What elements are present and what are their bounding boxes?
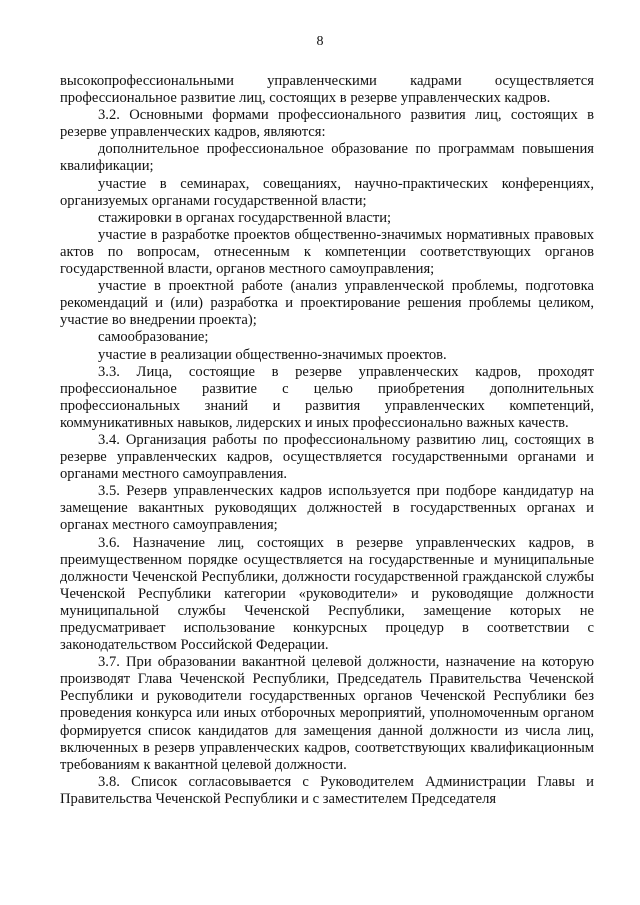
paragraph-3-5: 3.5. Резерв управленческих кадров используется при подборе кандидатур на замещение вакантных руководящих должностей в государственных органах и органах местного самоуправления; [60, 483, 594, 534]
paragraph-3-3: 3.3. Лица, состоящие в резерве управленческих кадров, проходят профессиональное развитие с целью приобретения дополнительных профессиональных знаний и развития управленческих компетенций, коммуникативных навыков, лидерских и иных профессионально важных качеств. [60, 363, 594, 431]
list-item-project-work: участие в проектной работе (анализ управленческой проблемы, подготовка рекомендаций и (или) разработка и проектирование решения проблемы целиком, участие во внедрении проекта); [60, 278, 594, 329]
paragraph-continuation: высокопрофессиональными управленческими кадрами осуществляется профессиональное развитие лиц, состоящих в резерве управленческих кадров. [60, 73, 594, 107]
paragraph-3-8: 3.8. Список согласовывается с Руководителем Администрации Главы и Правительства Чеченской Республики и с заместителем Председателя [60, 773, 594, 807]
list-item-drafting-acts: участие в разработке проектов общественно-значимых нормативных правовых актов по вопросам, отнесенным к компетенции соответствующих органов государственной власти, органов местного самоуправления; [60, 226, 594, 278]
page-number: 8 [316, 34, 324, 49]
list-item-internships: стажировки в органах государственной власти; [98, 209, 392, 226]
paragraph-3-2: 3.2. Основными формами профессионального развития лиц, состоящих в резерве управленческих кадров, являются: [60, 107, 594, 141]
list-item-public-projects: участие в реализации общественно-значимых проектов. [98, 346, 447, 363]
list-item-additional-education: дополнительное профессиональное образование по программам повышения квалификации; [60, 141, 594, 175]
paragraph-3-6: 3.6. Назначение лиц, состоящих в резерве управленческих кадров, в преимущественном порядке осуществляется на государственные и муниципальные должности Чеченской Республики, должности государственной гражданской службы Чеченской Республики категории «руководители» и руководящие должности муниципальной службы Чеченской Республики, замещение которых не предусматривает использование конкурсных процедур в соответствии с законодательством Российской Федерации. [60, 534, 594, 654]
paragraph-3-4: 3.4. Организация работы по профессиональному развитию лиц, состоящих в резерве управленческих кадров, осуществляется государственными органами и органами местного самоуправления. [60, 431, 594, 483]
list-item-seminars: участие в семинарах, совещаниях, научно-практических конференциях, организуемых органами государственной власти; [60, 175, 594, 209]
document-body [60, 73, 594, 808]
list-item-self-education: самообразование; [98, 329, 209, 346]
paragraph-3-7: 3.7. При образовании вакантной целевой должности, назначение на которую производят Глава Чеченской Республики, Председатель Правительства Чеченской Республики и руководители государственных органов Чеченской Республики без проведения конкурса или иных отборочных мероприятий, уполномоченным органом формируется список кандидатов для замещения данной должности из числа лиц, включенных в резерв управленческих кадров, соответствующих квалификационным требованиям к вакантной целевой должности. [60, 654, 594, 773]
